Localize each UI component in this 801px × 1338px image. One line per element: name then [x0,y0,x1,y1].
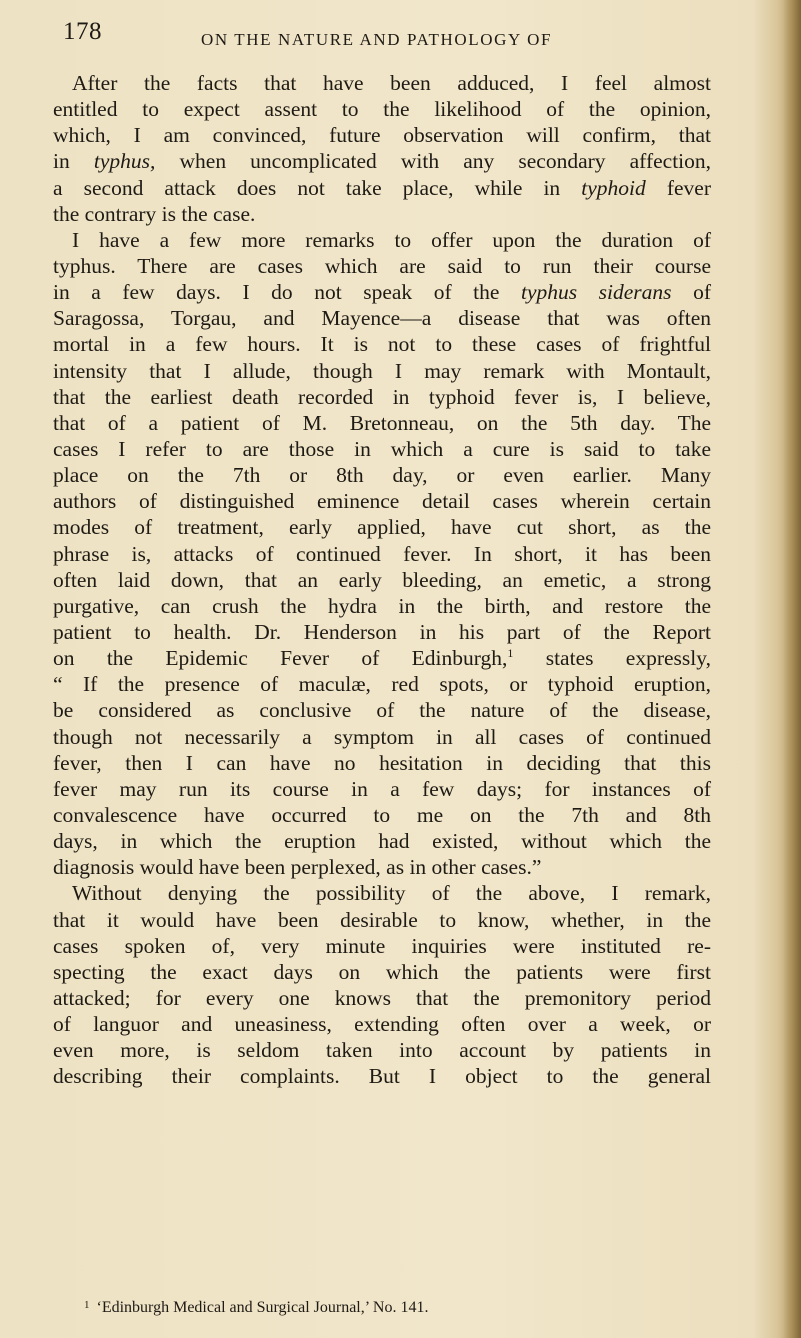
running-title: ON THE NATURE AND PATHOLOGY OF [201,30,553,49]
text-line: fever, then I can have no hesitation in deciding that this [53,750,711,775]
text-line [53,645,711,671]
text-segment: fever [666,175,712,200]
text-line: be considered as conclusive of the nature of the disease, [53,698,711,723]
text-segment: in [53,149,70,174]
text-line: phrase is, attacks of continued fever. In short, it has been [53,541,711,566]
footnote [84,1294,684,1319]
text-line: of languor and uneasiness, extending often over a week, or [53,1012,711,1037]
text-line: Without denying the possibility of the above, I remark, [72,881,711,906]
text-segment: in a few days. I do not speak of the [53,280,500,305]
text-line: fever may run its course in a few days; for instances of [53,776,711,801]
page-number: 178 [63,18,102,45]
text-line: After the facts that have been adduced, I feel almost [72,71,711,95]
italic-term-typhus-siderans: typhus siderans [521,280,672,305]
text-line: that of a patient of M. Bretonneau, on the 5th day. The [53,410,711,435]
text-line: intensity that I allude, though I may remark with Montault, [53,358,711,383]
text-line: entitled to expect assent to the likelihood of the opinion, [53,97,711,122]
italic-term-typhoid: typhoid [581,175,646,200]
page-header [63,16,723,56]
text-line: purgative, can crush the hydra in the birth, and restore the [53,593,711,618]
text-segment: when uncomplicated with any secondary affection, [179,149,712,174]
body-text [53,70,711,1089]
text-line: mortal in a few hours. It is not to these cases of frightful [53,332,711,357]
text-line: cases spoken of, very minute inquiries were instituted re- [53,933,711,958]
text-line: that the earliest death recorded in typhoid fever is, I believe, [53,384,711,409]
text-line: that it would have been desirable to know, whether, in the [53,907,711,932]
text-line: authors of distinguished eminence detail cases wherein certain [53,489,711,514]
footnote-reference: 1 [507,646,514,661]
text-line: patient to health. Dr. Henderson in his part of the Report [53,619,711,644]
text-line: even more, is seldom taken into account by patients in [53,1038,711,1063]
text-line: place on the 7th or 8th day, or even earlier. Many [53,463,711,488]
text-line [53,175,711,201]
text-line [53,148,711,174]
text-line: attacked; for every one knows that the premonitory period [53,985,711,1010]
footnote-mark: 1 [84,1299,90,1311]
text-line: the contrary is the case. [53,201,256,226]
text-line: which, I am convinced, future observation will confirm, that [53,123,711,148]
text-line: often laid down, that an early bleeding, an emetic, a strong [53,567,711,592]
text-line [53,279,711,305]
text-segment: a second attack does not take place, while in [53,175,561,200]
text-line: I have a few more remarks to offer upon the duration of [72,227,711,252]
italic-term-typhus: typhus, [93,149,156,174]
page-edge-shadow [783,0,801,1338]
text-line: specting the exact days on which the patients were first [53,959,711,984]
text-line: convalescence have occurred to me on the 7th and 8th [53,802,711,827]
text-line: modes of treatment, early applied, have cut short, as the [53,515,711,540]
text-segment: states expressly, [545,646,711,671]
text-segment: on the Epidemic Fever of Edinburgh, [53,646,508,671]
text-line: describing their complaints. But I object to the general [53,1064,711,1089]
text-line: Saragossa, Torgau, and Mayence—a disease that was often [53,306,711,331]
text-line: though not necessarily a symptom in all cases of continued [53,724,711,749]
text-line: typhus. There are cases which are said to run their course [53,253,711,278]
text-line: days, in which the eruption had existed, without which the [53,829,711,854]
footnote-text: ‘Edinburgh Medical and Surgical Journal,’ No. 141. [96,1299,429,1316]
text-segment: of [693,280,712,305]
text-line: diagnosis would have been perplexed, as in other cases.” [53,855,542,880]
text-line: cases I refer to are those in which a cure is said to take [53,436,711,461]
text-line: “ If the presence of maculæ, red spots, or typhoid eruption, [53,672,711,697]
